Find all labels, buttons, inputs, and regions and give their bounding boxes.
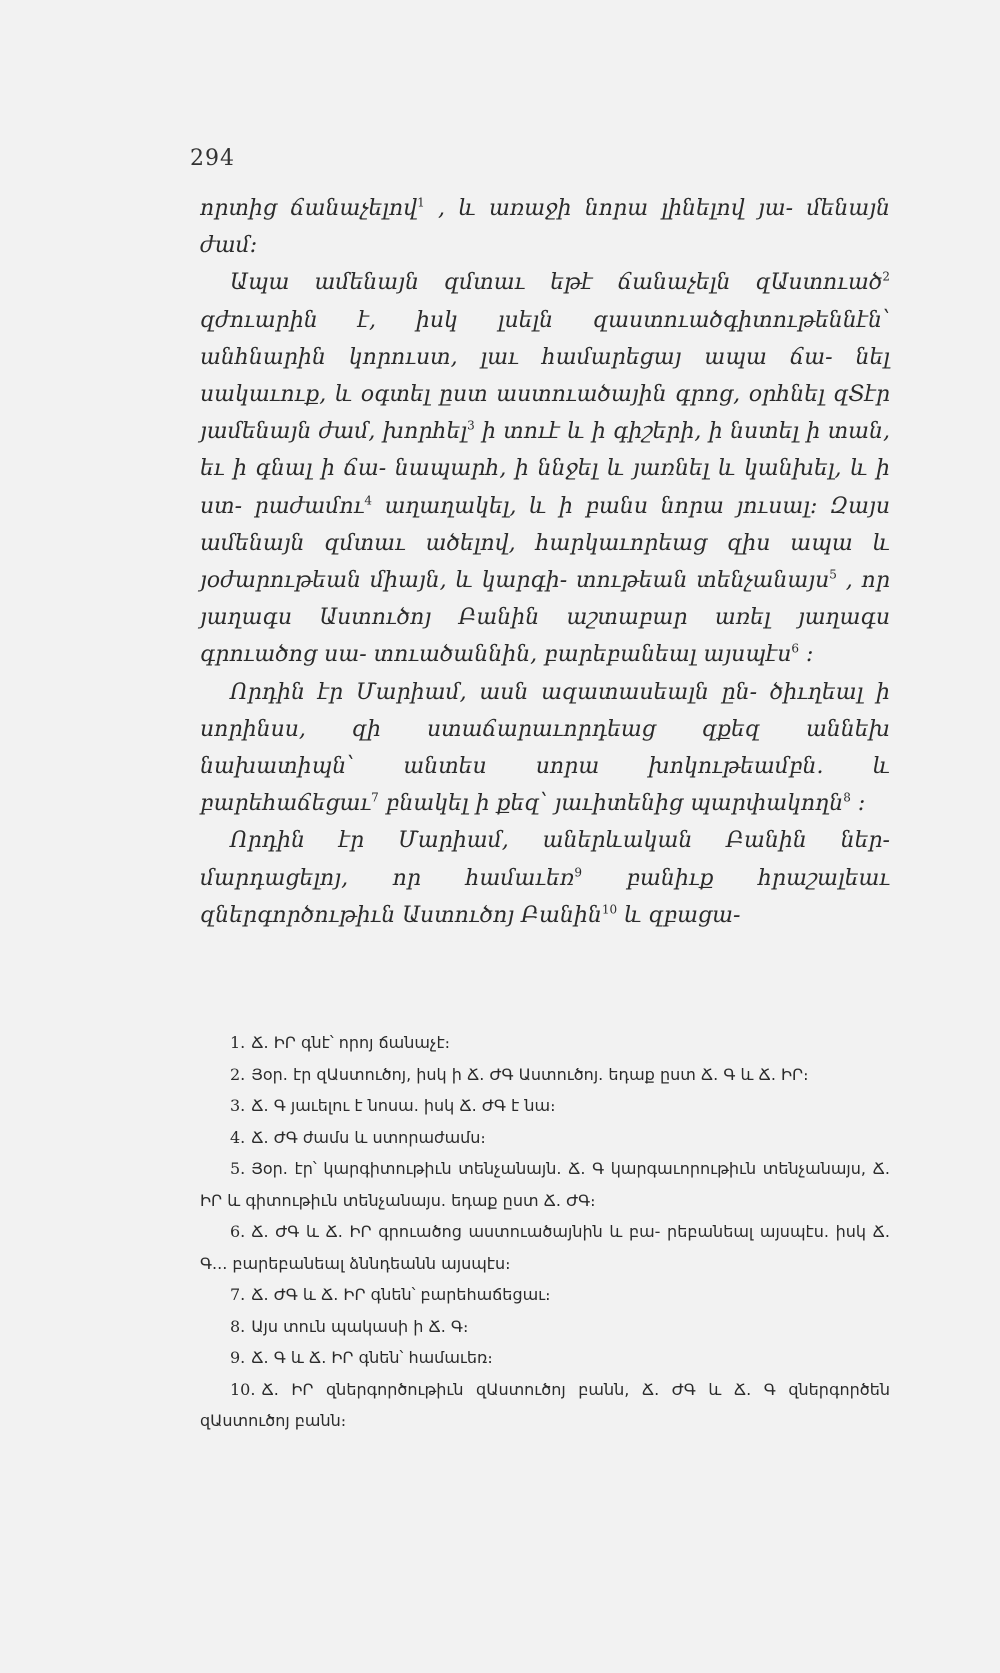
- footnote-ref: 1: [417, 195, 425, 210]
- paragraph-text: ի տուէ և ի գիշերի, ի նստել ի տան, եւ ի գնալ ի ճա- նապարհ, ի ննջել և յառնել և կանխել, և ի ստ- րաժամու: [200, 419, 890, 519]
- paragraph-text: ։: [857, 791, 866, 817]
- footnote: [200, 1027, 890, 1059]
- footnote-ref: 9: [574, 865, 582, 880]
- paragraph-text: բնակել ի քեզ՝ յաւիտենից պարփակողն: [385, 791, 844, 817]
- paragraph-text: , որ յաղագս Աստուծոյ Բանին աշտաբար առել յաղագս գրուածոց սա- տուածաննին, բարեբանեալ այսպէս: [200, 568, 891, 668]
- footnote-ref: 6: [791, 642, 799, 657]
- paragraph-4: [200, 822, 890, 934]
- footnote-text: Ճ. ԻՐ գնէ՝ որոյ ճանաչէ։: [251, 1033, 451, 1052]
- footnote: [200, 1090, 890, 1122]
- main-text: [200, 190, 890, 934]
- footnote-text: Ճ. ԺԳ և Ճ. ԻՐ գրուածոց աստուածայնին և բա- րեբանեալ այսպէս. իսկ Ճ. Գ... բարեբանեալ ձննդեանն այսպէս։: [200, 1222, 890, 1273]
- footnote-number: 10.: [230, 1379, 256, 1399]
- footnote: [200, 1122, 890, 1154]
- paragraph-text: զժուարին է, իսկ լսելն զաստուածգիտութեննէն՝ անհնարին կորուստ, լաւ համարեցայ ապա ճա- նել սակաւուք, և օգտել ըստ աստուածային գրոց, օրհնել զՏէր յամենայն ժամ, խորհել: [200, 307, 890, 445]
- paragraph-text: բանիւք հրաշալեաւ զներգործութիւն Աստուծոյ Բանին: [200, 865, 891, 928]
- footnote-ref: 4: [364, 493, 373, 508]
- page-number: 294: [190, 146, 235, 171]
- footnote-number: 6.: [230, 1222, 246, 1241]
- footnote-ref: 7: [371, 790, 379, 805]
- footnote-number: 8.: [230, 1316, 246, 1336]
- footnote: [200, 1311, 890, 1343]
- footnote-number: 2.: [230, 1064, 246, 1084]
- footnote-number: 1.: [230, 1033, 246, 1052]
- footnote: [200, 1374, 890, 1437]
- footnote-ref: 5: [829, 567, 837, 582]
- footnote-number: 7.: [230, 1285, 246, 1304]
- footnote-text: Յօր. էր՝ կարգիտութիւն տենչանայն. Ճ. Գ կարգաւորութիւն տենչանայս, Ճ. ԻՐ և գիտութիւն տենչանայս. եդաք ըստ Ճ. ԺԳ։: [200, 1159, 890, 1210]
- footnote-ref: 8: [843, 790, 851, 805]
- footnote-ref: 3: [467, 418, 475, 433]
- paragraph-text: Զայս ամենայն զմտաւ ածելով, հարկաւորեաց զիս ապա և յօժարութեան միայն, և կարգի- տութեան տենչանայս: [200, 493, 891, 594]
- paragraph-2: [200, 264, 890, 673]
- footnote-ref: 10: [601, 902, 618, 917]
- footnotes: [200, 1027, 890, 1437]
- footnote-number: 4.: [230, 1127, 246, 1147]
- footnote: [200, 1342, 890, 1374]
- paragraph-text: , և առաջի նորա լինելով յա- մենայն ժամ։: [200, 196, 890, 259]
- footnote-text: Յօր. էր զԱստուծոյ, իսկ ի Ճ. ԺԳ Աստուծոյ. եդաք ըստ Ճ. Գ և Ճ. ԻՐ։: [251, 1064, 809, 1084]
- paragraph-1: [200, 190, 890, 264]
- paragraph-text: որտից ճանաչելով: [200, 196, 418, 221]
- footnote: [200, 1153, 890, 1216]
- footnote-text: Ճ. ԺԳ և Ճ. ԻՐ գնեն՝ բարեհաճեցաւ։: [251, 1285, 551, 1304]
- paragraph-text: Ապա ամենայն զմտաւ եթէ ճանաչելն զԱստուած: [230, 270, 883, 296]
- footnote-text: Ճ. ԻՐ զներգործութիւն զԱստուծոյ բանն, Ճ. ԺԳ և Ճ. Գ զներգործեն զԱստուծոյ բանն։: [200, 1379, 890, 1430]
- footnote-number: 9.: [230, 1348, 246, 1367]
- footnote-number: 5.: [230, 1159, 246, 1178]
- footnote-text: Ճ. Գ յաւելու է նոսա. իսկ Ճ. ԺԳ է նա։: [251, 1096, 556, 1115]
- footnote-text: Ճ. Գ և Ճ. ԻՐ գնեն՝ համաւեռ։: [251, 1348, 493, 1367]
- paragraph-text: ։: [806, 642, 814, 668]
- footnote-text: Այս տուն պակասի ի Ճ. Գ։: [251, 1316, 469, 1336]
- footnote: [200, 1216, 890, 1279]
- footnote-ref: 2: [882, 270, 890, 285]
- footnote: [200, 1279, 890, 1311]
- footnote: [200, 1059, 890, 1091]
- footnote-text: Ճ. ԺԳ ժամս և ստորաժամս։: [251, 1127, 486, 1147]
- footnote-number: 3.: [230, 1096, 246, 1115]
- paragraph-text: և զբացա-: [624, 902, 741, 928]
- paragraph-text: Որդին էր Մարիամ, ասն ազատասեալն ըն- ծիւղեալ ի սորինսս, զի ստաճարաւորդեաց զքեզ աննեխ նախատիպն՝ անտես սորա խոկութեամբն. և բարեհաճեցաւ: [200, 679, 890, 817]
- paragraph-text: աղաղակել, և ի բանս նորա յուսալ։: [384, 493, 818, 519]
- paragraph-text: Որդին էր Մարիամ, աներևական Բանին ներ- մարդացելոյ, որ համաւեռ: [200, 828, 890, 891]
- paragraph-3: [200, 674, 890, 823]
